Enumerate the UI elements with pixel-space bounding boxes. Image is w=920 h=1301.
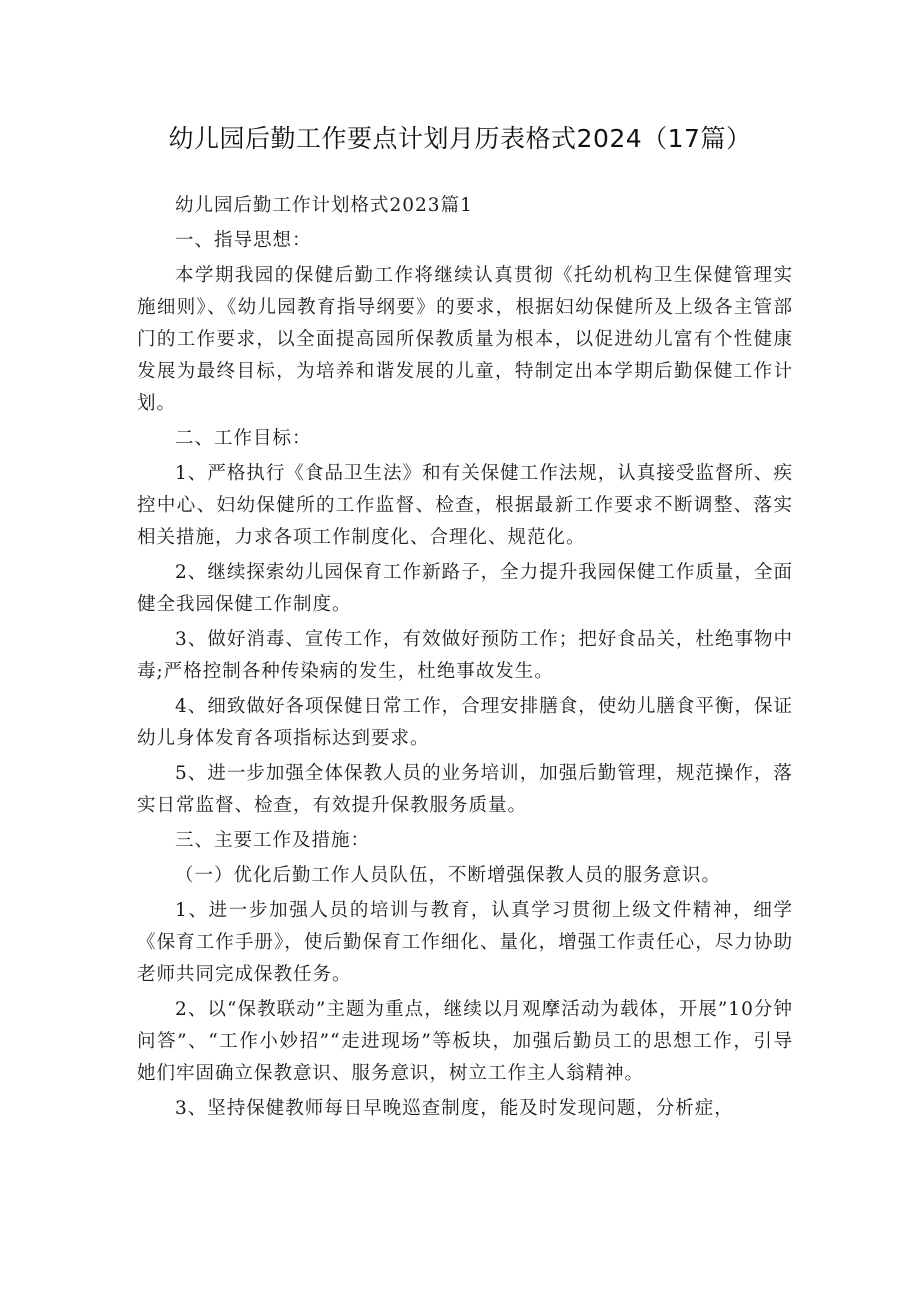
paragraph-measure-2: 2、以“保教联动”主题为重点，继续以月观摩活动为载体，开展”10分钟问答”、“工作小妙招”“走进现场”等板块，加强后勤员工的思想工作，引导她们牢固确立保教意识、服务意识，树立工作主人翁精神。 [137,999,793,1084]
paragraph-guiding-ideology: 本学期我园的保健后勤工作将继续认真贯彻《托幼机构卫生保健管理实施细则》、《幼儿园教育指导纲要》的要求，根据妇幼保健所及上级各主管部门的工作要求，以全面提高园所保教质量为根本，以促进幼儿富有个性健康发展为最终目标，为培养和谐发展的儿童，特制定出本学期后勤保健工作计划。 [137,265,793,414]
section-heading-guiding-ideology: 一、指导思想： [175,230,312,251]
section-heading-main-work: 三、主要工作及措施： [175,830,371,851]
paragraph-goal-2: 2、继续探索幼儿园保育工作新路子，全力提升我园保健工作质量，全面健全我园保健工作制度。 [137,562,793,615]
subsection-heading-optimize-staff: （一）优化后勤工作人员队伍，不断增强保教人员的服务意识。 [175,865,722,886]
paragraph-goal-5: 5、进一步加强全体保教人员的业务培训，加强后勤管理，规范操作，落实日常监督、检查，有效提升保教服务质量。 [137,763,793,816]
document-title: 幼儿园后勤工作要点计划月历表格式2024（17篇） [168,124,752,153]
document-body [137,190,793,1128]
section-subtitle: 幼儿园后勤工作计划格式2023篇1 [175,195,473,216]
section-heading-work-goals: 二、工作目标： [175,428,312,449]
paragraph-goal-3: 3、做好消毒、宣传工作，有效做好预防工作；把好食品关，杜绝事物中毒;严格控制各种传染病的发生，杜绝事故发生。 [137,629,793,682]
paragraph-measure-1: 1、进一步加强人员的培训与教育，认真学习贯彻上级文件精神，细学《保育工作手册》，使后勤保育工作细化、量化，增强工作责任心，尽力协助老师共同完成保教任务。 [137,900,793,985]
paragraph-goal-1: 1、严格执行《食品卫生法》和有关保健工作法规，认真接受监督所、疾控中心、妇幼保健所的工作监督、检查，根据最新工作要求不断调整、落实相关措施，力求各项工作制度化、合理化、规范化。 [137,463,793,548]
paragraph-goal-4: 4、细致做好各项保健日常工作，合理安排膳食，使幼儿膳食平衡，保证幼儿身体发育各项指标达到要求。 [137,696,793,749]
paragraph-measure-3: 3、坚持保健教师每日早晚巡查制度，能及时发现问题，分析症， [175,1098,734,1119]
